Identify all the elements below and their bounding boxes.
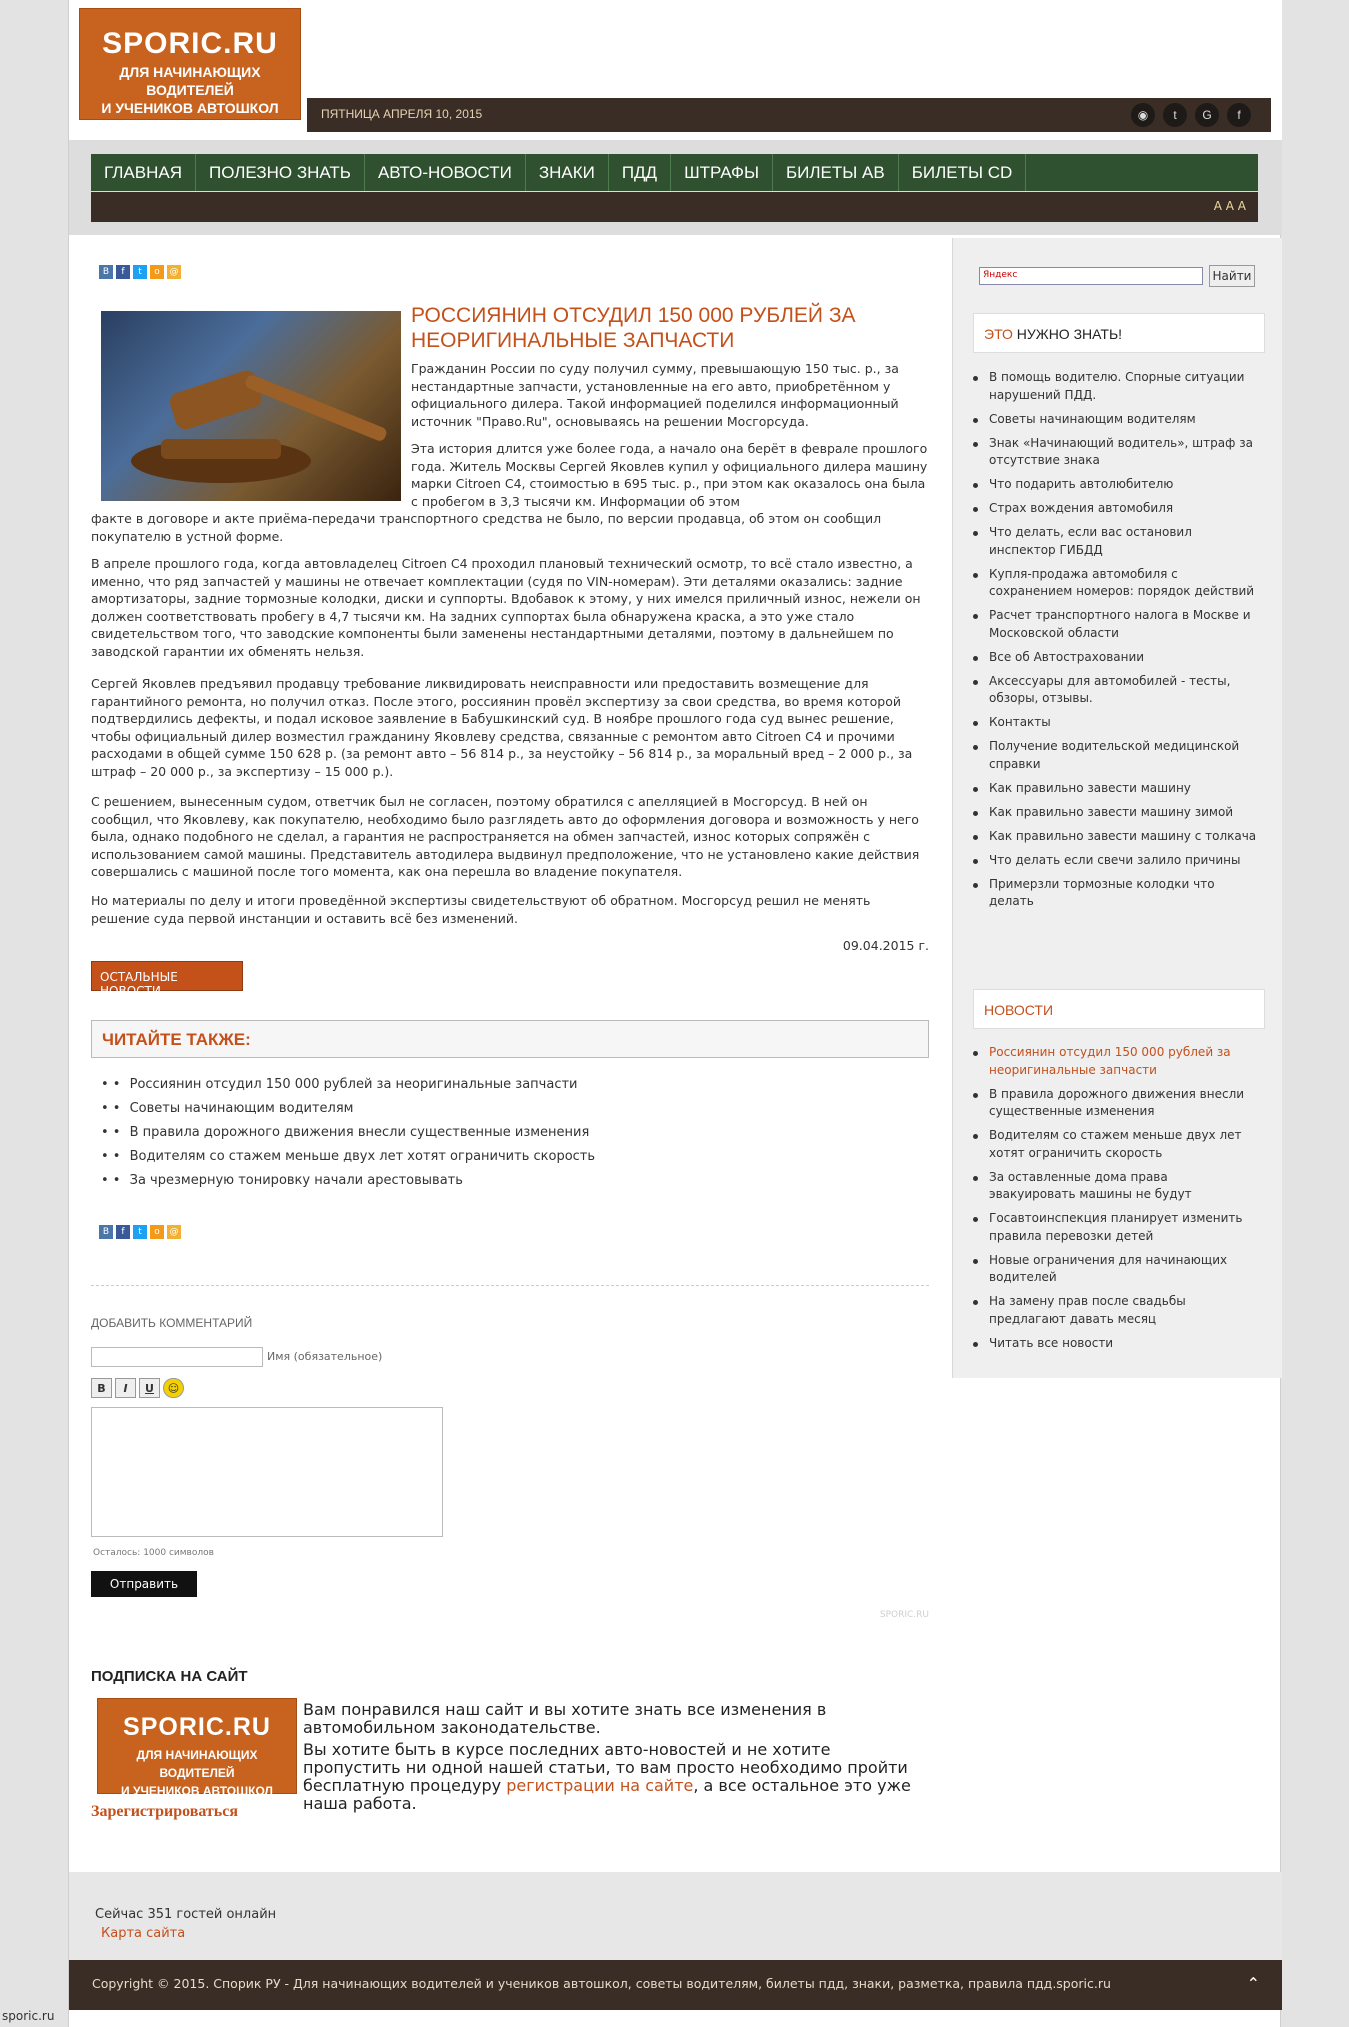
article-paragraph-2a: Эта история длится уже более года, а начало она берёт в феврале прошлого года. Житель Москвы Сергей Яковлев купил у официального дилера машину марки Citroen C4, стоимостью в 695 тыс. р., при этом как оказалось она была с пробегом в 3,3 тысячи км. Информации об этом (411, 441, 928, 509)
search-button[interactable]: Найти (1209, 265, 1255, 287)
list-item[interactable]: Примерзли тормозные колодки что делать (989, 876, 1257, 911)
underline-button[interactable]: U (139, 1378, 160, 1398)
news-item[interactable]: Новые ограничения для начинающих водителей (989, 1252, 1257, 1287)
twitter-icon[interactable]: t (133, 1225, 147, 1239)
divider (91, 1285, 929, 1286)
search-input[interactable]: Яндекс (979, 267, 1203, 285)
menu-item-tickets-cd[interactable]: БИЛЕТЫ CD (899, 154, 1027, 191)
article-paragraph-1: Гражданин России по суду получил сумму, превышающую 150 тыс. р., за нестандартные запчасти, установленные на его авто, приобретённом у официального дилера. Такой информацией поделился информационный источник "Право.Ru", основываясь на решении Мосгорсуда. (411, 361, 899, 429)
current-date: ПЯТНИЦА АПРЕЛЯ 10, 2015 (321, 107, 483, 121)
list-item[interactable]: Как правильно завести машину зимой (989, 804, 1257, 822)
status-url-text: sporic.ru (2, 2009, 55, 2023)
news-item[interactable]: Водителям со стажем меньше двух лет хотят ограничить скорость (989, 1127, 1257, 1162)
twitter-icon[interactable]: t (133, 265, 147, 279)
online-counter: Сейчас 351 гостей онлайн (95, 1907, 277, 1922)
list-item[interactable]: Как правильно завести машину с толкача (989, 828, 1257, 846)
article-title: РОССИЯНИН ОТСУДИЛ 150 000 РУБЛЕЙ ЗА НЕОРИГИНАЛЬНЫЕ ЗАПЧАСТИ (411, 304, 856, 352)
add-comment-heading: ДОБАВИТЬ КОММЕНТАРИЙ (91, 1316, 253, 1330)
news-list (989, 1044, 1257, 1359)
facebook-icon[interactable]: f (116, 265, 130, 279)
news-item[interactable]: За оставленные дома права эвакуировать машины не будут (989, 1169, 1257, 1204)
sidebar (952, 238, 1282, 1378)
logo-subtitle-2: И УЧЕНИКОВ АВТОШКОЛ (121, 1784, 273, 1798)
logo-title: SPORIC.RU (102, 27, 278, 60)
navigation-area (69, 140, 1282, 235)
list-item[interactable]: Все об Автостраховании (989, 649, 1257, 667)
list-item[interactable]: Расчет транспортного налога в Москве и Московской области (989, 607, 1257, 642)
menu-item-signs[interactable]: ЗНАКИ (526, 154, 609, 191)
date-bar (307, 98, 1271, 132)
list-item[interactable]: Знак «Начинающий водитель», штраф за отсутствие знака (989, 435, 1257, 470)
odnoklassniki-icon[interactable]: о (150, 265, 164, 279)
facebook-icon[interactable]: f (1227, 103, 1251, 127)
subscribe-logo (97, 1698, 297, 1798)
vk-icon[interactable]: В (99, 265, 113, 279)
comment-textarea[interactable] (91, 1407, 443, 1537)
menu-item-auto-news[interactable]: АВТО-НОВОСТИ (365, 154, 526, 191)
news-heading-text: НОВОСТИ (984, 1002, 1054, 1018)
italic-button[interactable]: I (115, 1378, 136, 1398)
footer (69, 1960, 1282, 2010)
read-also-item[interactable]: • • За чрезмерную тонировку начали арестовывать (101, 1169, 595, 1193)
watermark-text: SPORIC.RU (879, 1610, 929, 1620)
logo-subtitle-2: И УЧЕНИКОВ АВТОШКОЛ (101, 100, 279, 116)
register-link[interactable]: Зарегистрироваться (91, 1803, 239, 1820)
news-item[interactable]: Россиянин отсудил 150 000 рублей за неоригинальные запчасти (989, 1044, 1257, 1079)
list-item[interactable]: Купля-продажа автомобиля с сохранением номеров: порядок действий (989, 566, 1257, 601)
heading-accent: ЭТО (984, 326, 1013, 342)
scroll-up-icon[interactable]: ⌃ (1246, 1974, 1260, 1993)
read-also-list (101, 1073, 595, 1193)
main-menu (91, 154, 1258, 191)
mail-icon[interactable]: @ (167, 1225, 181, 1239)
logo-subtitle-1: ДЛЯ НАЧИНАЮЩИХ ВОДИТЕЛЕЙ (119, 64, 261, 98)
smiley-icon[interactable]: ☺ (163, 1378, 184, 1398)
mail-icon[interactable]: @ (167, 265, 181, 279)
list-item[interactable]: В помощь водителю. Спорные ситуации нарушений ПДД. (989, 369, 1257, 404)
name-label: Имя (обязательное) (267, 1350, 383, 1363)
name-input[interactable] (91, 1347, 263, 1367)
logo-title: SPORIC.RU (123, 1713, 271, 1741)
registration-link[interactable]: регистрации на сайте (506, 1776, 694, 1795)
read-also-item[interactable]: • • Россиянин отсудил 150 000 рублей за неоригинальные запчасти (101, 1073, 595, 1097)
logo-subtitle-1: ДЛЯ НАЧИНАЮЩИХ ВОДИТЕЛЕЙ (136, 1748, 258, 1780)
article-paragraph-6: Но материалы по делу и итоги проведённой экспертизы свидетельствуют об обратном. Мосгорсуд решил не менять решение суда первой инстанции и оставить всё без изменений. (91, 893, 871, 926)
site-logo[interactable] (79, 8, 301, 120)
list-item[interactable]: Контакты (989, 714, 1257, 732)
list-item[interactable]: Что делать, если вас остановил инспектор ГИБДД (989, 524, 1257, 559)
read-also-item[interactable]: • • Водителям со стажем меньше двух лет хотят ограничить скорость (101, 1145, 595, 1169)
list-item[interactable]: Что подарить автолюбителю (989, 476, 1257, 494)
list-item[interactable]: Советы начинающим водителям (989, 411, 1257, 429)
list-item[interactable]: Что делать если свечи залило причины (989, 852, 1257, 870)
submit-comment-button[interactable]: Отправить (91, 1571, 197, 1597)
rss-icon[interactable]: ◉ (1131, 103, 1155, 127)
sub-menu-bar (91, 192, 1258, 222)
subscribe-text-1: Вам понравился наш сайт и вы хотите знать все изменения в автомобильном законодательстве. (303, 1700, 827, 1737)
menu-item-home[interactable]: ГЛАВНАЯ (91, 154, 196, 191)
read-also-heading: ЧИТАЙТЕ ТАКЖЕ: (91, 1020, 929, 1058)
news-item[interactable]: В правила дорожного движения внесли существенные изменения (989, 1086, 1257, 1121)
news-item[interactable]: На замену прав после свадьбы предлагают давать месяц (989, 1293, 1257, 1328)
read-all-news-link[interactable]: Читать все новости (989, 1335, 1257, 1353)
heading-rest: НУЖНО ЗНАТЬ! (1012, 326, 1123, 342)
read-also-item[interactable]: • • Советы начинающим водителям (101, 1097, 595, 1121)
subscribe-heading: ПОДПИСКА НА САЙТ (91, 1668, 248, 1685)
must-know-heading (973, 313, 1265, 353)
news-item[interactable]: Госавтоинспекция планирует изменить правила перевозки детей (989, 1210, 1257, 1245)
facebook-icon[interactable]: f (116, 1225, 130, 1239)
menu-item-useful[interactable]: ПОЛЕЗНО ЗНАТЬ (196, 154, 365, 191)
article-image-gavel (101, 311, 401, 501)
subscribe-text-2 (303, 1741, 923, 1813)
vk-icon[interactable]: В (99, 1225, 113, 1239)
list-item[interactable]: Как правильно завести машину (989, 780, 1257, 798)
list-item[interactable]: Аксессуары для автомобилей - тесты, обзоры, отзывы. (989, 673, 1257, 708)
article-date: 09.04.2015 г. (842, 938, 929, 953)
odnoklassniki-icon[interactable]: о (150, 1225, 164, 1239)
menu-item-fines[interactable]: ШТРАФЫ (671, 154, 773, 191)
header (69, 0, 1282, 140)
list-item[interactable]: Страх вождения автомобиля (989, 500, 1257, 518)
social-icons (1131, 103, 1251, 127)
article-paragraph-4: Сергей Яковлев предъявил продавцу требование ликвидировать неисправности или предоставить возмещение для гарантийного ремонта, но получил отказ. После этого, россиянин провёл экспертизу за свои средства, во время которой подтвердились дефекты, и подал исковое заявление в Бабушкинский суд. В ноябре прошлого года суд вынес решение, чтобы официальный дилер возместил гражданину Яковлеву средства, связанные с ремонтом авто Citroen C4 и прочими расходами в общей сумме 150 628 р. (за ремонт авто – 56 814 р., за неустойку – 56 814 р., за моральный вред – 2 000 р., за штраф – 20 000 р., за экспертизу – 15 000 р.). (91, 676, 913, 779)
twitter-icon[interactable]: t (1163, 103, 1187, 127)
gavel-icon (101, 311, 401, 501)
share-bar-bottom (99, 1225, 181, 1239)
font-size-switcher[interactable]: A A A (1213, 199, 1246, 213)
read-also-item[interactable]: • • В правила дорожного движения внесли существенные изменения (101, 1121, 595, 1145)
sitemap-link[interactable]: Карта сайта (101, 1926, 186, 1941)
article-paragraph-5: С решением, вынесенным судом, ответчик был не согласен, поэтому обратился с апелляцией в Мосгорсуд. В ней он сообщил, что Яковлеву, как покупателю, необходимо было разглядеть авто до оформления договора и возможность у него была, однако подобного не сделал, а гарантия не распространяется на обмен запчастей, износ которых сопряжён с использованием самой машины. Представитель автодилера выдвинул предположение, что не установлено какие действия совершались с машиной после того момента, как она перешла во владение покупателя. (91, 794, 920, 879)
list-item[interactable]: Получение водительской медицинской справки (989, 738, 1257, 773)
must-know-list (989, 369, 1257, 917)
article-paragraph-2b: факте в договоре и акте приёма-передачи транспортного средства не было, по версии продавца, об этом он сообщил покупателю в устной форме. (91, 511, 882, 544)
google-icon[interactable]: G (1195, 103, 1219, 127)
characters-remaining: Осталось: 1000 символов (93, 1548, 214, 1558)
news-heading (973, 989, 1265, 1029)
page-container (68, 0, 1281, 2027)
share-bar-top (99, 265, 181, 279)
article-paragraph-3: В апреле прошлого года, когда автовладелец Citroen C4 проходил плановый технический осмотр, то всё стало известно, а именно, что ряд запчастей у машины не отвечает комплектации (судя по VIN-номерам). Эти деталями оказались: задние амортизаторы, задние тормозные колодки, диски и суппорты. Вдобавок к этому, у них имелся приличный износ, нежели он должен соответствовать пробегу в 4,7 тысячи км. На задних суппортах была обнаружена краска, а это уже стало свидетельством того, что заводские компоненты были заменены нестандартными деталями, поэтому в дальнейшем по заводской гарантии их обменять нельзя. (91, 556, 921, 659)
subscribe-text-2-start: Вы хотите быть в курсе последних авто-новостей и не хотите пропустить ни одной нашей статьи, то вам просто необходимо пройти бесплатную процедуру (303, 1740, 908, 1795)
other-news-button[interactable]: ОСТАЛЬНЫЕ НОВОСТИ (91, 961, 243, 991)
bbcode-toolbar (91, 1378, 184, 1398)
bold-button[interactable]: B (91, 1378, 112, 1398)
copyright-text: Copyright © 2015. Спорик РУ - Для начинающих водителей и учеников автошкол, советы водителям, билеты пдд, знаки, разметка, правила пдд.sporic.ru (92, 1976, 1111, 1991)
subscribe-text-2-end: , а все остальное это уже наша работа. (303, 1776, 911, 1813)
menu-item-tickets-ab[interactable]: БИЛЕТЫ AB (773, 154, 899, 191)
menu-item-pdd[interactable]: ПДД (609, 154, 671, 191)
